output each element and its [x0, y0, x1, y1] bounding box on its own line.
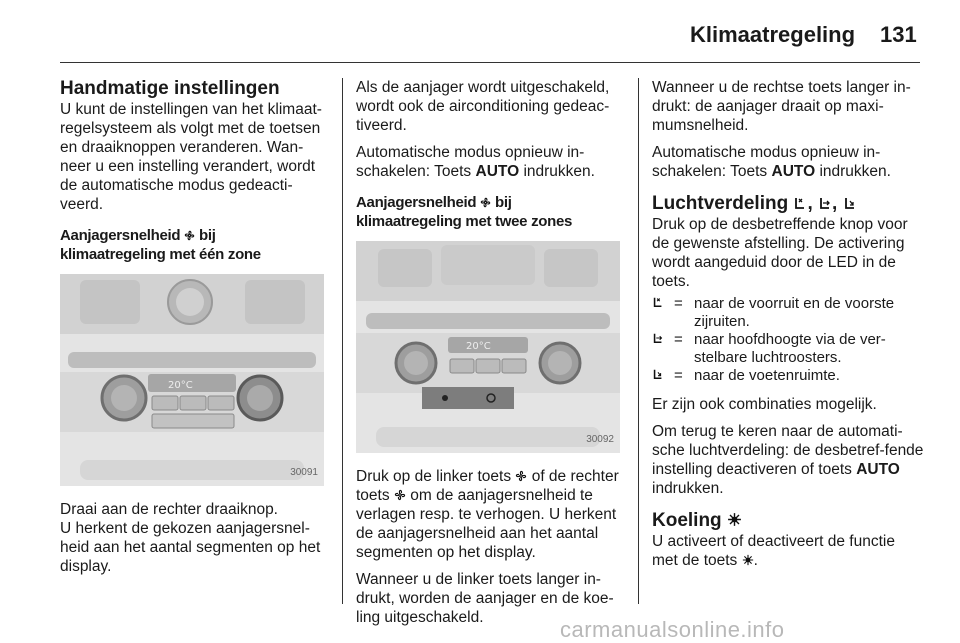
list-item: = naar hoofdhoogte via de ver-stelbare luchtroosters.	[652, 331, 924, 367]
paragraph: U activeert of deactiveert de functie met de toets .	[652, 533, 895, 569]
page-number: 131	[880, 22, 917, 47]
control-panel-photo-single-zone	[60, 274, 324, 486]
paragraph: Druk op de linker toets of de rechter toets om de aanjagersnelheid te verlagen resp. te verhogen. U herkent de aanjagersnelheid aan het aantal segmenten op het display.	[356, 468, 619, 561]
image-id: 30091	[290, 467, 318, 478]
column-1	[60, 78, 328, 576]
header-rule	[60, 62, 920, 63]
paragraph: Draai aan de rechter draaiknop. U herkent de gekozen aanjagersnel-heid aan het aantal segmenten op het display.	[60, 501, 321, 575]
svg-text:20°C: 20°C	[168, 380, 193, 391]
paragraph: Automatische modus opnieuw in-schakelen: Toets AUTO indrukken.	[652, 144, 891, 180]
column-2	[356, 78, 624, 635]
sub-heading: Aanjagersnelheid bij klimaatregeling met twee zones	[356, 194, 573, 230]
distribution-definition-list	[652, 295, 924, 385]
control-panel-photo-dual-zone	[356, 241, 620, 453]
snowflake-icon	[727, 512, 742, 527]
defrost-seat-icon	[652, 296, 664, 308]
running-head-title: Klimaatregeling	[690, 22, 856, 47]
svg-text:20°C: 20°C	[466, 341, 491, 352]
sub-heading: Aanjagersnelheid bij klimaatregeling met één zone	[60, 227, 261, 263]
paragraph: Om terug te keren naar de automati-sche luchtverdeling: de desbetref-fende instelling deactiveren of toets AUTO indrukken.	[652, 423, 924, 497]
defrost-seat-icon	[793, 196, 807, 210]
watermark: carmanualsonline.info	[560, 617, 785, 642]
column-3	[652, 78, 924, 578]
paragraph: Wanneer u de linker toets langer in-drukt, worden de aanjager en de koe-ling uitgeschakeld.	[356, 571, 614, 626]
fan-icon	[394, 489, 406, 501]
paragraph: Wanneer u de rechtse toets langer in-drukt: de aanjager draait op maxi-mumsnelheid.	[652, 79, 911, 134]
fan-icon	[184, 230, 195, 241]
foot-seat-icon	[843, 196, 857, 210]
paragraph: Als de aanjager wordt uitgeschakeld, wordt ook de airconditioning gedeac-tiveerd.	[356, 79, 610, 134]
section-heading-luchtverdeling: Luchtverdeling , ,	[652, 193, 924, 215]
intro-paragraph: U kunt de instellingen van het klimaat-regelsysteem als volgt met de toetsen en draaiknoppen veranderen. Wan-neer u een instelling verandert, wordt de automatische modus gedeacti-veerd.	[60, 101, 322, 213]
snowflake-icon	[742, 554, 754, 566]
paragraph: Automatische modus opnieuw in-schakelen: Toets AUTO indrukken.	[356, 144, 595, 180]
list-item: = naar de voorruit en de voorste zijruiten.	[652, 295, 924, 331]
paragraph: Druk op de desbetreffende knop voor de gewenste afstelling. De activering wordt aangeduid door de LED in de toets.	[652, 216, 908, 290]
foot-seat-icon	[652, 368, 664, 380]
fan-icon	[480, 197, 491, 208]
section-heading-koeling: Koeling	[652, 510, 924, 532]
fan-icon	[515, 470, 527, 482]
vent-seat-icon	[652, 332, 664, 344]
vent-seat-icon	[818, 196, 832, 210]
list-item: = naar de voetenruimte.	[652, 367, 924, 385]
section-heading: Handmatige instellingen	[60, 78, 280, 99]
paragraph: Er zijn ook combinaties mogelijk.	[652, 396, 877, 413]
image-id: 30092	[586, 434, 614, 445]
column-divider	[638, 78, 639, 604]
column-divider	[342, 78, 343, 604]
